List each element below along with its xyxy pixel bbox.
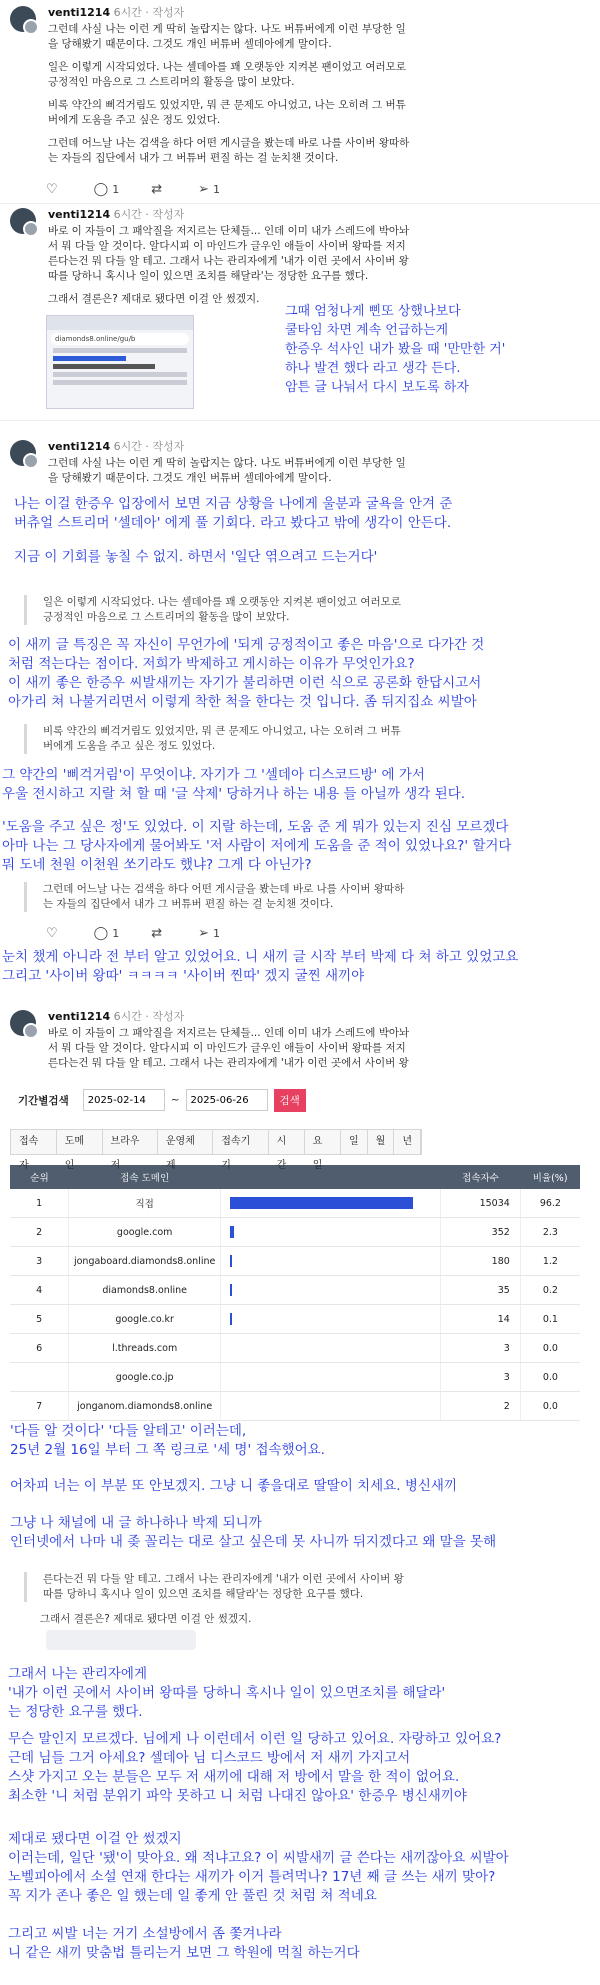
avatar[interactable]	[10, 1010, 36, 1036]
count-cell: 352	[441, 1218, 521, 1247]
comment-icon: ◯	[93, 926, 109, 941]
post-paragraph: 바로 이 자들이 그 패악질을 저지르는 단체들... 인데 이미 내가 스레드에 박아놔 서 뭐 다들 알 것이다. 알다시피 이 마인드가 글우인 애들이 사이버 왕따를 저지 른다는건 뭐 다들 알 테고. 그래서 나는 관리자에게 '내가 이런 곳에서 사이버 왕	[48, 1027, 410, 1069]
count-cell: 3	[441, 1334, 521, 1363]
share-button[interactable]: ➢ 1	[198, 926, 221, 941]
annotation-note: 무슨 말인지 모르겠다. 님에게 나 이런데서 이런 일 당하고 있어요. 자랑하고 있어요? 근데 님들 그거 아세요? 셀데아 님 디스코드 방에서 저 새끼 가지고서 스샷 가지고 오는 분들은 모두 저 새끼에 대해 저 방에서 말을 한 적이 없어요. 최소한 '니 처럼 분위기 파악 못하고 니 처럼 나대진 않아요' 한증우 병신새끼야	[8, 1731, 502, 1804]
column-header: 접속자수	[441, 1165, 521, 1189]
post-actions	[46, 926, 220, 941]
table-row	[10, 1334, 580, 1363]
annotation-note: '도움을 주고 싶은 정'도 있었다. 이 지랄 하는데, 도움 준 게 뭐가 있는지 진심 모르겠다 아마 나는 그 당사자에게 물어봐도 '저 사람이 저에게 도움을 준 적이 있었나요?' 할거다 뭐 도네 천원 이천원 쏘기라도 했냐? 그게 다 아닌가?	[2, 819, 512, 873]
count-cell: 14	[441, 1305, 521, 1334]
quoted-text: 비록 약간의 삐걱거림도 있었지만, 뭐 큰 문제도 아니었고, 나는 오히려 그 버튜 버에게 도움을 주고 싶은 정도 있었다.	[24, 724, 443, 754]
bar-cell	[220, 1218, 440, 1247]
domain-cell: l.threads.com	[69, 1334, 221, 1363]
visit-bar	[230, 1255, 232, 1267]
post-paragraph: 바로 이 자들이 그 패악질을 저지르는 단체들... 인데 이미 내가 스레드에 박아놔 서 뭐 다들 알 것이다. 알다시피 이 마인드가 글우인 애들이 사이버 왕따를 저지 른다는건 뭐 다들 알 테고. 그래서 나는 관리자에게 '내가 이런 곳에서 사이버 왕 따를 당하니 혹시나 일이 있으면 조치를 해달라'는 정당한 요구를 했다.	[48, 225, 410, 282]
domain-cell: google.co.kr	[69, 1305, 221, 1334]
annotation-note: 지금 이 기회를 놓칠 수 없지. 하면서 '일단 엮으려고 드는거다'	[14, 549, 378, 565]
heart-icon: ♡	[46, 182, 58, 197]
stats-tab[interactable]: 접속기기	[213, 1130, 268, 1154]
quoted-text: 그래서 결론은? 제대로 됐다면 이걸 안 썼겠지.	[40, 1613, 252, 1625]
repost-button[interactable]	[151, 182, 166, 197]
annotation-note: 그냥 나 채널에 내 글 하나하나 박제 되니까 인터넷에서 나마 내 좆 꼴리는 대로 살고 싶은데 못 사니까 뒤지겠다고 왜 말을 못해	[10, 1515, 497, 1550]
bar-cell	[220, 1305, 440, 1334]
screenshot-image	[46, 315, 194, 409]
domain-cell: google.co.jp	[69, 1363, 221, 1392]
percent-cell: 1.2	[520, 1247, 580, 1276]
quoted-text: 그런데 어느날 나는 검색을 하다 어떤 게시글을 봤는데 바로 나를 사이버 왕따하 는 자들의 집단에서 내가 그 버튜버 편질 하는 걸 눈치챈 것이다.	[24, 882, 443, 912]
bar-cell	[220, 1392, 440, 1421]
comment-button[interactable]: ◯ 1	[93, 926, 120, 941]
domain-cell: google.com	[69, 1218, 221, 1247]
rank-cell: 5	[10, 1305, 69, 1334]
comment-icon: ◯	[93, 182, 109, 197]
browser-url: diamonds8.online/gu/b	[51, 333, 189, 345]
annotation-note: 그리고 씨발 너는 거기 소설방에서 좀 쫓겨나라 니 같은 새끼 맞춤법 틀리는거 보면 그 학원에 먹칠 하는거다	[8, 1926, 360, 1961]
post-paragraph: 그런데 어느날 나는 검색을 하다 어떤 게시글을 봤는데 바로 나를 사이버 왕따하 는 자들의 집단에서 내가 그 버튜버 편질 하는 걸 눈치챈 것이다.	[48, 137, 410, 164]
bar-cell	[220, 1189, 440, 1218]
domain-cell: 직접	[69, 1189, 221, 1218]
share-button[interactable]: ➢ 1	[198, 182, 221, 197]
quoted-text: 일은 이렇게 시작되었다. 나는 셀데아를 꽤 오랫동안 지켜본 팬이었고 여러모로 긍정적인 마음으로 그 스트리머의 활동을 많이 보았다.	[24, 595, 443, 625]
post-meta	[48, 208, 468, 222]
annotation-note: 그 약간의 '삐걱거림'이 무엇이냐. 자기가 그 '셀데아 디스코드방' 에 가서 우울 전시하고 지랄 쳐 할 때 '글 삭제' 당하거나 하는 내용 들 아닐까 생각 된다.	[2, 767, 466, 802]
table-row	[10, 1363, 580, 1392]
visit-stats-panel	[10, 1083, 580, 1421]
rank-cell: 7	[10, 1392, 69, 1421]
avatar[interactable]	[10, 208, 36, 234]
avatar[interactable]	[10, 440, 36, 466]
visit-bar	[230, 1226, 234, 1238]
screenshot-image	[46, 1630, 196, 1650]
search-button[interactable]: 검색	[274, 1089, 306, 1112]
post-paragraph: 비록 약간의 삐걱거림도 있었지만, 뭐 큰 문제도 아니었고, 나는 오히려 그 버튜 버에게 도움을 주고 싶은 정도 있었다.	[48, 99, 406, 126]
table-row	[10, 1276, 580, 1305]
domain-cell: jonganom.diamonds8.online	[69, 1392, 221, 1421]
stats-tab[interactable]: 일	[341, 1130, 368, 1154]
rank-cell: 2	[10, 1218, 69, 1247]
divider	[0, 420, 600, 421]
author-name[interactable]: venti1214	[48, 6, 111, 19]
domain-cell: diamonds8.online	[69, 1276, 221, 1305]
annotation-note: 어차피 너는 이 부분 또 안보겠지. 그냥 니 좋을대로 딸딸이 치세요. 병신새끼	[10, 1478, 458, 1494]
post-paragraph: 그런데 사실 나는 이런 게 딱히 놀랍지는 않다. 나도 버튜버에게 이런 부당한 일 을 당해봤기 때문이다. 그것도 개인 버튜버 셀데아에게 말이다.	[48, 457, 406, 484]
stats-tab[interactable]: 브라우저	[103, 1130, 158, 1154]
share-icon: ➢	[198, 182, 210, 197]
visit-bar	[230, 1284, 232, 1296]
bar-cell	[220, 1363, 440, 1392]
rank-cell	[10, 1363, 69, 1392]
post-time: 6시간 · 작성자	[113, 1010, 185, 1023]
annotation-note: 눈치 챘게 아니라 전 부터 알고 있었어요. 니 새끼 글 시작 부터 박제 다 쳐 하고 있었고요 그리고 '사이버 왕따' ㅋㅋㅋㅋ '사이버 찐따' 겠지 굴찐 새끼야	[2, 949, 519, 984]
table-row	[10, 1218, 580, 1247]
filter-label: 기간별검색	[18, 1094, 69, 1107]
post-meta	[48, 6, 468, 20]
stats-tab[interactable]: 접속자	[11, 1130, 57, 1154]
post-1	[10, 6, 468, 174]
column-header	[220, 1165, 440, 1189]
repost-icon: ⇄	[151, 182, 163, 197]
post-time: 6시간 · 작성자	[113, 208, 185, 221]
comment-button[interactable]: ◯ 1	[93, 182, 120, 197]
percent-cell: 0.1	[520, 1305, 580, 1334]
author-name[interactable]: venti1214	[48, 208, 111, 221]
rank-cell: 1	[10, 1189, 69, 1218]
post-actions	[46, 182, 220, 197]
date-from-input[interactable]	[83, 1089, 165, 1111]
stats-tab[interactable]: 시간	[269, 1130, 305, 1154]
column-header: 비율(%)	[520, 1165, 580, 1189]
annotation-note: 그래서 나는 관리자에게 '내가 이런 곳에서 사이버 왕따를 당하니 혹시나 일이 있으면조치를 해달라' 는 정당한 요구를 했다.	[8, 1666, 446, 1720]
stats-tab[interactable]: 도메인	[57, 1130, 103, 1154]
repost-button[interactable]	[151, 926, 166, 941]
rank-cell: 3	[10, 1247, 69, 1276]
bar-cell	[220, 1276, 440, 1305]
heart-icon: ♡	[46, 926, 58, 941]
annotation-note: 제대로 됐다면 이걸 안 썼겠지 이러는데, 일단 '됐'이 맞아요. 왜 적냐고요? 이 씨발새끼 글 쓴다는 새끼잖아요 씨발아 노벨피아에서 소설 연재 한다는 새끼가 이거 틀려먹나? 17년 째 글 쓰는 새끼 맞아? 꼭 지가 존나 좋은 일 했는데 일 좋게 안 풀린 것 처럼 쳐 적네요	[8, 1831, 509, 1904]
post-2	[10, 208, 468, 315]
count-cell: 2	[441, 1392, 521, 1421]
annotation-note: 그때 엄청나게 삔또 상했나보다 쿨타임 차면 계속 언급하는게 한증우 석사인 내가 봤을 때 '만만한 거' 하나 발견 했다 라고 생각 든다. 암튼 글 나눠서 다시 보도록 하자	[285, 304, 506, 395]
post-meta	[48, 1010, 468, 1024]
date-to-input[interactable]	[186, 1089, 268, 1111]
bar-cell	[220, 1334, 440, 1363]
stats-tab[interactable]: 요일	[305, 1130, 341, 1154]
visit-bar	[230, 1313, 232, 1325]
post-paragraph: 일은 이렇게 시작되었다. 나는 셀데아를 꽤 오랫동안 지켜본 팬이었고 여러모로 긍정적인 마음으로 그 스트리머의 활동을 많이 보았다.	[48, 61, 406, 88]
table-row	[10, 1247, 580, 1276]
stats-tab[interactable]: 년	[394, 1130, 421, 1154]
percent-cell: 0.0	[520, 1334, 580, 1363]
quoted-text: 른다는건 뭐 다들 알 테고. 그래서 나는 관리자에게 '내가 이런 곳에서 사이버 왕 따를 당하니 혹시나 일이 있으면 조치를 해달라'는 정당한 요구를 했다.	[24, 1572, 443, 1602]
table-row	[10, 1392, 580, 1421]
date-filter: 기간별검색 2025-02-14 ~ 2025-06-26 검색	[10, 1083, 580, 1117]
rank-cell: 6	[10, 1334, 69, 1363]
rank-cell: 4	[10, 1276, 69, 1305]
column-header: 접속 도메인	[69, 1165, 221, 1189]
divider	[0, 203, 600, 204]
annotation-note: '다들 알 것이다' '다들 알테고' 이러는데, 25년 2월 16일 부터 그 쪽 링크로 '세 명' 접속했어요.	[10, 1423, 325, 1458]
table-row	[10, 1305, 580, 1334]
post-3	[10, 440, 468, 494]
percent-cell: 0.0	[520, 1392, 580, 1421]
stats-tab[interactable]: 월	[368, 1130, 395, 1154]
post-time: 6시간 · 작성자	[113, 440, 185, 453]
share-icon: ➢	[198, 926, 210, 941]
author-name[interactable]: venti1214	[48, 1010, 111, 1023]
stats-tab[interactable]: 운영체제	[158, 1130, 213, 1154]
domain-table	[10, 1165, 580, 1421]
visit-bar	[230, 1197, 413, 1209]
percent-cell: 0.2	[520, 1276, 580, 1305]
domain-cell: jongaboard.diamonds8.online	[69, 1247, 221, 1276]
count-cell: 180	[441, 1247, 521, 1276]
browser-tabbar	[47, 316, 193, 330]
post-paragraph: 그런데 사실 나는 이런 게 딱히 놀랍지는 않다. 나도 버튜버에게 이런 부당한 일 을 당해봤기 때문이다. 그것도 개인 버튜버 셀데아에게 말이다.	[48, 23, 406, 50]
count-cell: 35	[441, 1276, 521, 1305]
column-header: 순위	[10, 1165, 69, 1189]
count-cell: 3	[441, 1363, 521, 1392]
bar-cell	[220, 1247, 440, 1276]
avatar[interactable]	[10, 6, 36, 32]
post-paragraph: 그래서 결론은? 제대로 됐다면 이걸 안 썼겠지.	[48, 293, 260, 305]
percent-cell: 0.0	[520, 1363, 580, 1392]
author-name[interactable]: venti1214	[48, 440, 111, 453]
percent-cell: 2.3	[520, 1218, 580, 1247]
repost-icon: ⇄	[151, 926, 163, 941]
annotation-note: 나는 이걸 한증우 입장에서 보면 지금 상황을 나에게 울분과 굴욕을 안겨 준 버츄얼 스트리머 '셀데아' 에게 풀 기회다. 라고 봤다고 밖에 생각이 안든다.	[14, 496, 453, 531]
count-cell: 15034	[441, 1189, 521, 1218]
percent-cell: 96.2	[520, 1189, 580, 1218]
like-button[interactable]	[46, 182, 62, 197]
post-4	[10, 1010, 468, 1079]
post-meta	[48, 440, 468, 454]
stats-tabs	[10, 1129, 422, 1171]
annotation-note: 이 새끼 글 특징은 꼭 자신이 무언가에 '되게 긍정적이고 좋은 마음'으로 다가간 것 처럼 적는다는 점이다. 저희가 박제하고 게시하는 이유가 무엇인가요? 이 새끼 좋은 한증우 씨발새끼는 자기가 불리하면 이런 식으로 공론화 한답시고서 아가리 쳐 나불거리면서 이렇게 착한 척을 한다는 것 입니다. 좀 뒤지집쇼 씨발아	[8, 637, 485, 710]
like-button[interactable]	[46, 926, 62, 941]
table-row	[10, 1189, 580, 1218]
post-time: 6시간 · 작성자	[113, 6, 185, 19]
